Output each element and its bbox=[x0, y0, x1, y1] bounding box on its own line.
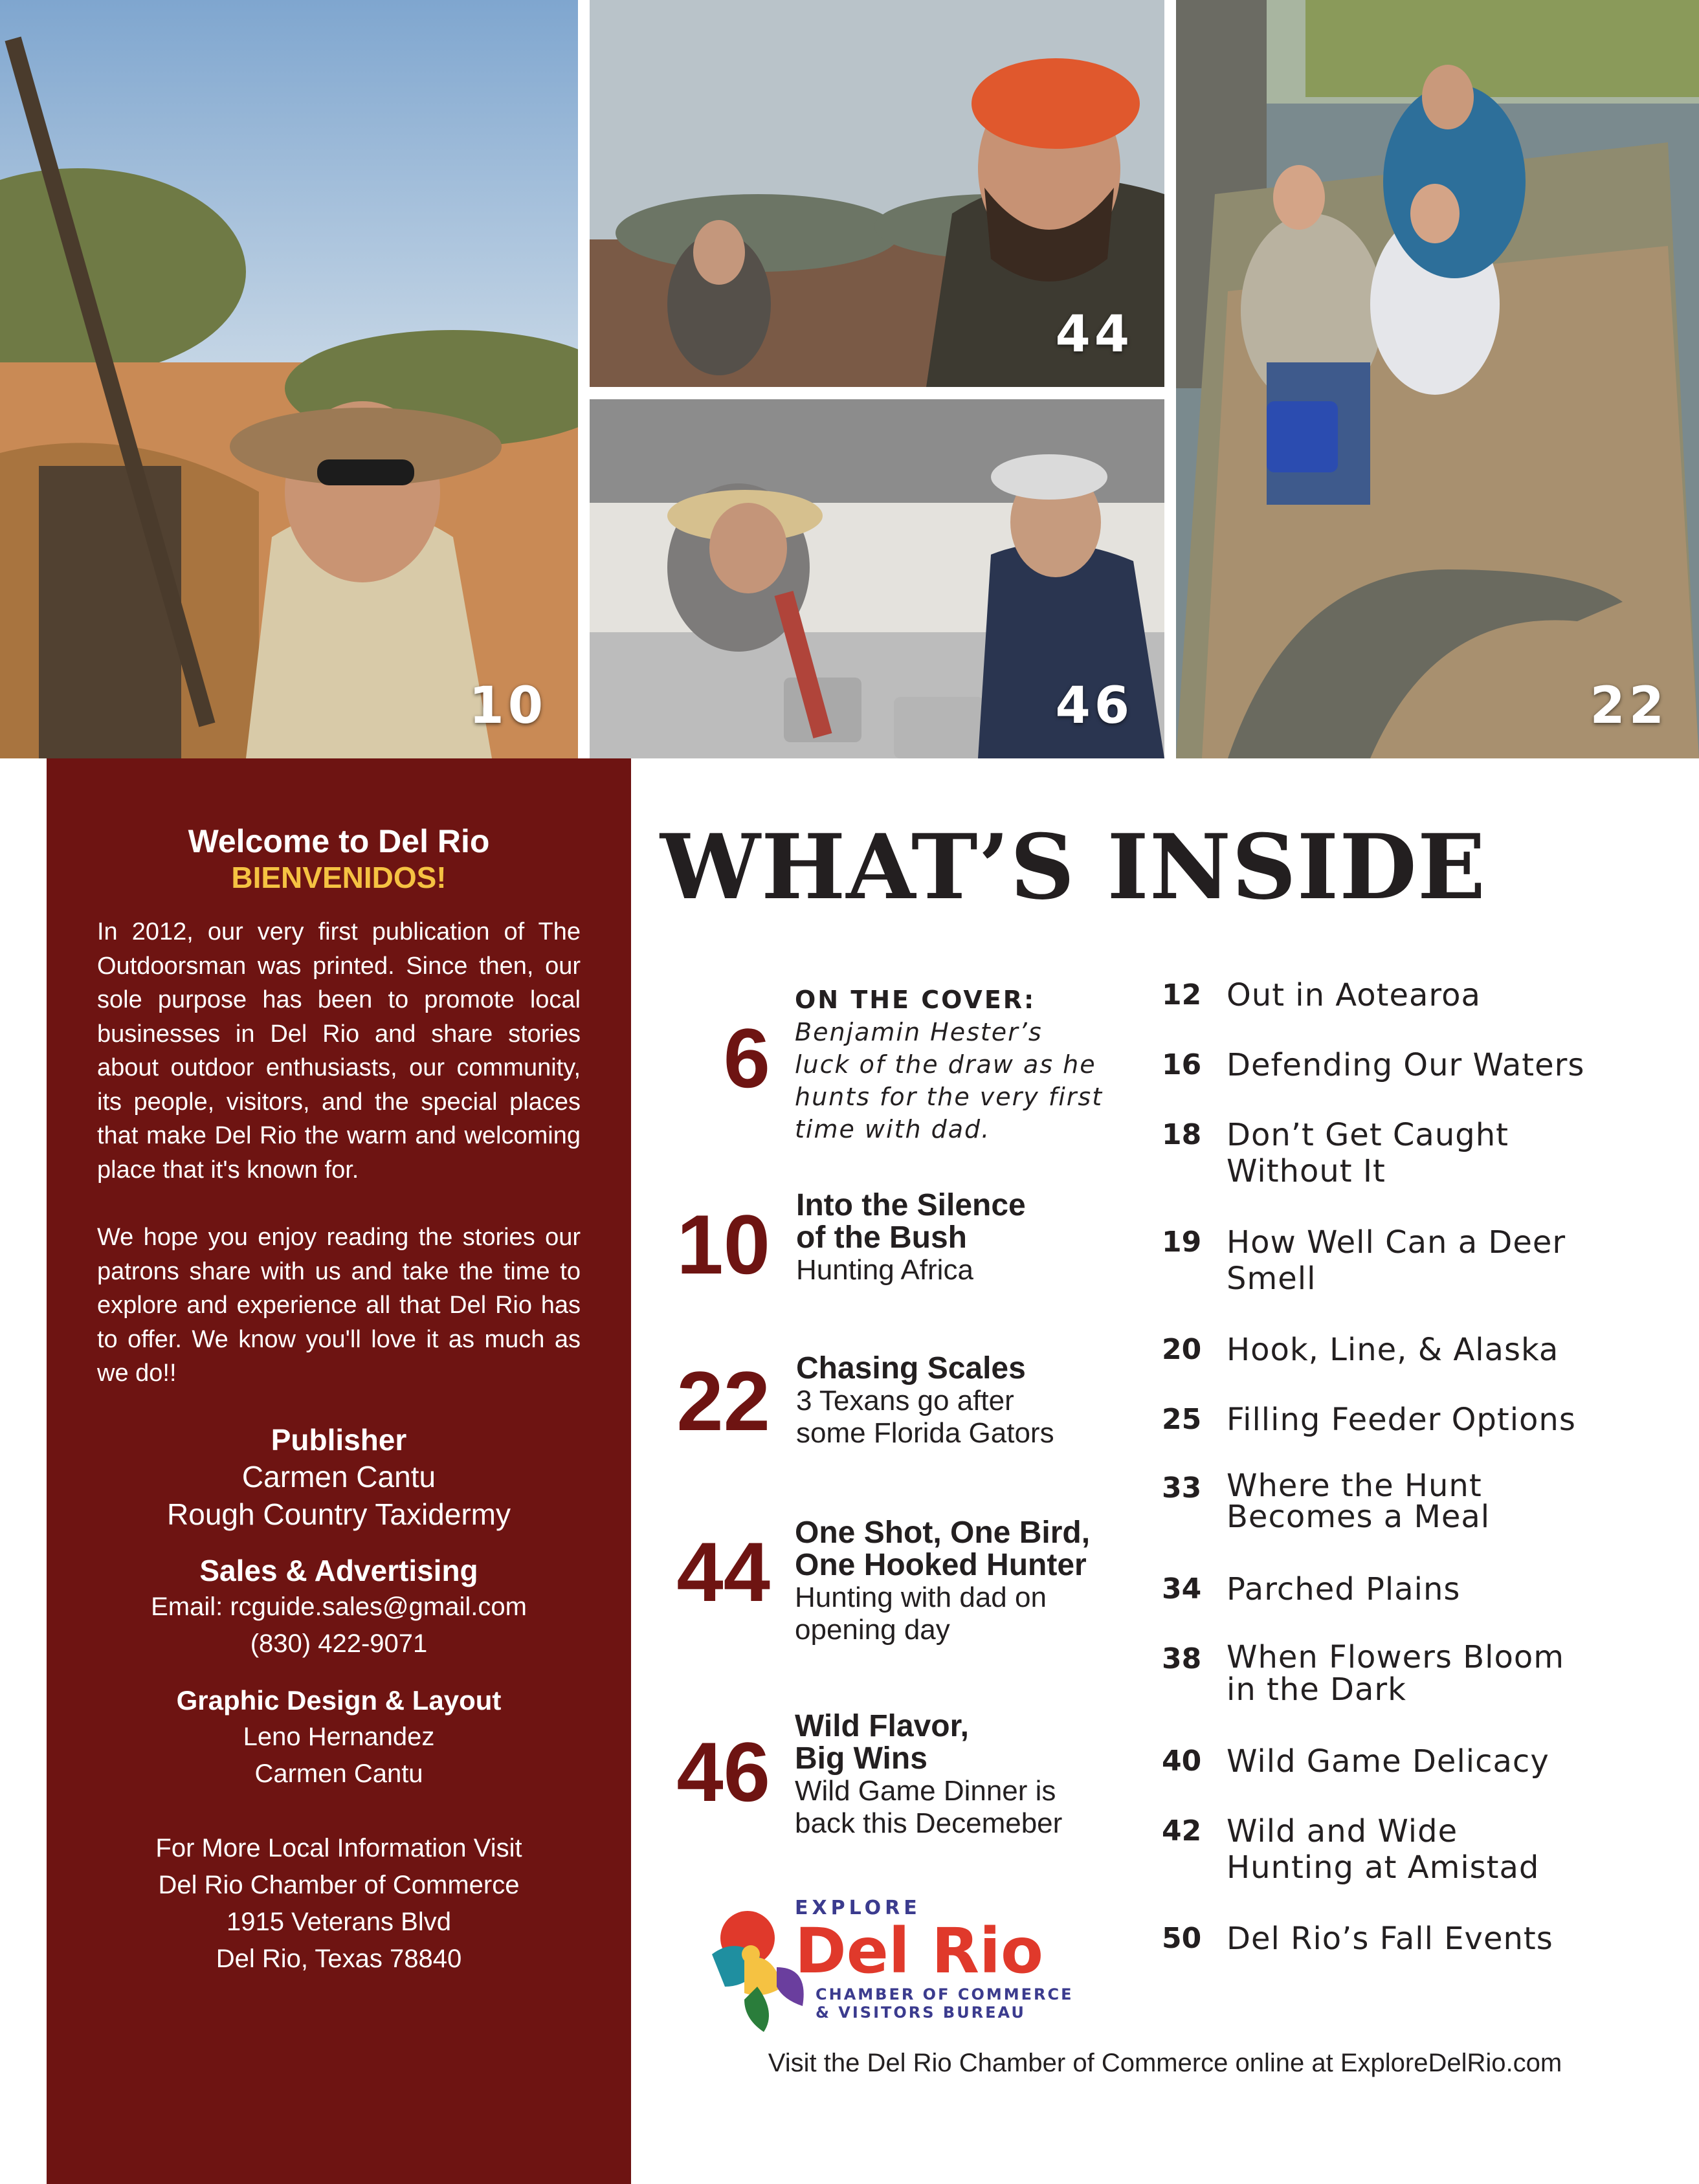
photo-florida-gator-boat-image bbox=[1176, 0, 1699, 758]
feature-page-number: 6 bbox=[723, 1011, 770, 1105]
page-title: WHAT’S INSIDE bbox=[660, 814, 1487, 920]
cover-description-line: time with dad. bbox=[795, 1115, 991, 1143]
toc-title-line: Becomes a Meal bbox=[1227, 1499, 1491, 1535]
welcome-sidebar bbox=[47, 758, 631, 2184]
feature-page-number: 44 bbox=[676, 1525, 770, 1619]
feature-description: back this Decemeber bbox=[795, 1807, 1063, 1839]
feature-title: Wild Flavor, bbox=[795, 1709, 969, 1743]
feature-title: Into the Silence bbox=[796, 1188, 1026, 1222]
toc-page-number: 40 bbox=[1162, 1745, 1202, 1778]
cover-description-line: luck of the draw as he bbox=[795, 1050, 1096, 1079]
design-block bbox=[97, 1682, 581, 1792]
toc-title-line: Without It bbox=[1227, 1153, 1386, 1189]
feature-title: One Shot, One Bird, bbox=[795, 1516, 1091, 1550]
local-info-line: Del Rio Chamber of Commerce bbox=[158, 1870, 520, 1899]
local-info-line: 1915 Veterans Blvd bbox=[227, 1907, 451, 1936]
feature-description: Hunting Africa bbox=[796, 1254, 973, 1286]
toc-title-line: When Flowers Bloom bbox=[1227, 1639, 1564, 1675]
feature-text bbox=[796, 1189, 1184, 1286]
logo-name-text: Del Rio bbox=[795, 1915, 1043, 1987]
feature-description: 3 Texans go after bbox=[796, 1385, 1014, 1417]
cover-description-line: Benjamin Hester’s bbox=[795, 1018, 1043, 1046]
toc-title-line: Wild and Wide bbox=[1227, 1813, 1458, 1849]
toc-page-number: 34 bbox=[1162, 1572, 1202, 1605]
intro-paragraph: In 2012, our very first publication of The Outdoorsman was printed. Since then, our sole purpose has been to promote local businesses in Del Rio and share stories about outdoor enthusiasts, our community, its people, visitors, and the special places that make Del Rio the warm and welcoming place that it's known for. bbox=[97, 918, 581, 1184]
feature-description: opening day bbox=[795, 1614, 950, 1646]
photo-wild-game-dinner bbox=[590, 399, 1164, 758]
photo-hunter-africa-image bbox=[0, 0, 578, 758]
toc-page-number: 50 bbox=[1162, 1922, 1202, 1955]
toc-title bbox=[1227, 1224, 1680, 1297]
toc-title-line: Don’t Get Caught bbox=[1227, 1117, 1509, 1153]
designer-name: Carmen Cantu bbox=[254, 1759, 423, 1788]
photo-page-number: 44 bbox=[1055, 305, 1133, 364]
toc-page-number: 38 bbox=[1162, 1642, 1202, 1675]
feature-page-number: 22 bbox=[676, 1354, 770, 1448]
toc-title bbox=[1227, 1468, 1680, 1535]
feature-title: of the Bush bbox=[796, 1220, 967, 1255]
toc-page-number: 25 bbox=[1162, 1403, 1202, 1436]
explore-del-rio-logo[interactable] bbox=[699, 1890, 1100, 2045]
photo-page-number: 10 bbox=[469, 677, 547, 735]
feature-description: Hunting with dad on bbox=[795, 1582, 1047, 1613]
toc-page-number: 42 bbox=[1162, 1814, 1202, 1848]
welcome-title: Welcome to Del Rio bbox=[188, 823, 490, 859]
feature-text bbox=[796, 1352, 1184, 1450]
toc-title-line: Hunting at Amistad bbox=[1227, 1849, 1540, 1886]
toc-page-number: 18 bbox=[1162, 1118, 1202, 1151]
cover-label: ON THE COVER: bbox=[795, 986, 1036, 1014]
logo-sub-text: CHAMBER OF COMMERCE bbox=[816, 1985, 1074, 2003]
toc-page-number: 19 bbox=[1162, 1226, 1202, 1259]
toc-page-number: 16 bbox=[1162, 1048, 1202, 1081]
toc-title: Filling Feeder Options bbox=[1227, 1402, 1576, 1438]
toc-title-line: Smell bbox=[1227, 1261, 1316, 1297]
publisher-block bbox=[97, 1422, 581, 1533]
feature-description: some Florida Gators bbox=[796, 1417, 1054, 1449]
publisher-name: Carmen Cantu bbox=[241, 1459, 436, 1494]
toc-title bbox=[1227, 1813, 1680, 1886]
toc-title-line: in the Dark bbox=[1227, 1671, 1406, 1708]
photo-page-number: 22 bbox=[1590, 677, 1668, 735]
toc-title: Out in Aotearoa bbox=[1227, 977, 1481, 1013]
logo-explore-text: EXPLORE bbox=[795, 1897, 921, 1919]
designer-name: Leno Hernandez bbox=[243, 1722, 435, 1751]
toc-title bbox=[1227, 1641, 1680, 1706]
local-info-line: For More Local Information Visit bbox=[155, 1833, 522, 1862]
website-footer[interactable]: Visit the Del Rio Chamber of Commerce online at ExploreDelRio.com bbox=[768, 2049, 1562, 2077]
photo-florida-gator-boat bbox=[1176, 0, 1699, 758]
toc-page-number: 33 bbox=[1162, 1472, 1202, 1505]
toc-title: Defending Our Waters bbox=[1227, 1047, 1585, 1083]
toc-page-number: 12 bbox=[1162, 978, 1202, 1011]
cover-description-line: hunts for the very first bbox=[795, 1083, 1104, 1111]
welcome-subtitle: BIENVENIDOS! bbox=[231, 861, 447, 894]
toc-title-line: How Well Can a Deer bbox=[1227, 1224, 1566, 1261]
sales-heading: Sales & Advertising bbox=[199, 1553, 478, 1587]
design-heading: Graphic Design & Layout bbox=[176, 1684, 502, 1715]
toc-title bbox=[1227, 1117, 1680, 1189]
toc-page-number: 20 bbox=[1162, 1333, 1202, 1366]
feature-page-number: 10 bbox=[676, 1197, 770, 1292]
toc-title: Wild Game Delicacy bbox=[1227, 1743, 1549, 1780]
closing-paragraph: We hope you enjoy reading the stories our patrons share with us and take the time to explore and experience all that Del Rio has to offer. We know you'll love it as much as we do!! bbox=[97, 1224, 581, 1387]
publisher-heading: Publisher bbox=[271, 1422, 407, 1457]
feature-page-number: 46 bbox=[676, 1725, 770, 1819]
toc-title: Del Rio’s Fall Events bbox=[1227, 1921, 1553, 1957]
toc-title: Hook, Line, & Alaska bbox=[1227, 1332, 1559, 1368]
feature-description: Wild Game Dinner is bbox=[795, 1775, 1056, 1807]
logo-emblem-icon bbox=[699, 1890, 1100, 2045]
local-info-line: Del Rio, Texas 78840 bbox=[216, 1944, 462, 1973]
feature-title: Chasing Scales bbox=[796, 1351, 1026, 1385]
photo-hunter-africa bbox=[0, 0, 578, 758]
cover-text bbox=[795, 984, 1157, 1145]
toc-title: Parched Plains bbox=[1227, 1571, 1461, 1607]
sales-email[interactable]: Email: rcguide.sales@gmail.com bbox=[151, 1592, 527, 1621]
sales-block bbox=[97, 1552, 581, 1662]
local-info-block bbox=[97, 1830, 581, 1978]
photo-page-number: 46 bbox=[1055, 677, 1133, 735]
feature-title: Big Wins bbox=[795, 1741, 927, 1776]
feature-text bbox=[795, 1517, 1183, 1646]
publisher-company: Rough Country Taxidermy bbox=[167, 1497, 511, 1531]
photo-dad-and-son-hunting bbox=[590, 0, 1164, 387]
feature-text bbox=[795, 1710, 1183, 1840]
logo-sub-text: & VISITORS BUREAU bbox=[816, 2003, 1026, 2022]
toc-title-line: Where the Hunt bbox=[1227, 1468, 1482, 1504]
feature-title: One Hooked Hunter bbox=[795, 1548, 1087, 1582]
sales-phone: (830) 422-9071 bbox=[250, 1629, 428, 1658]
